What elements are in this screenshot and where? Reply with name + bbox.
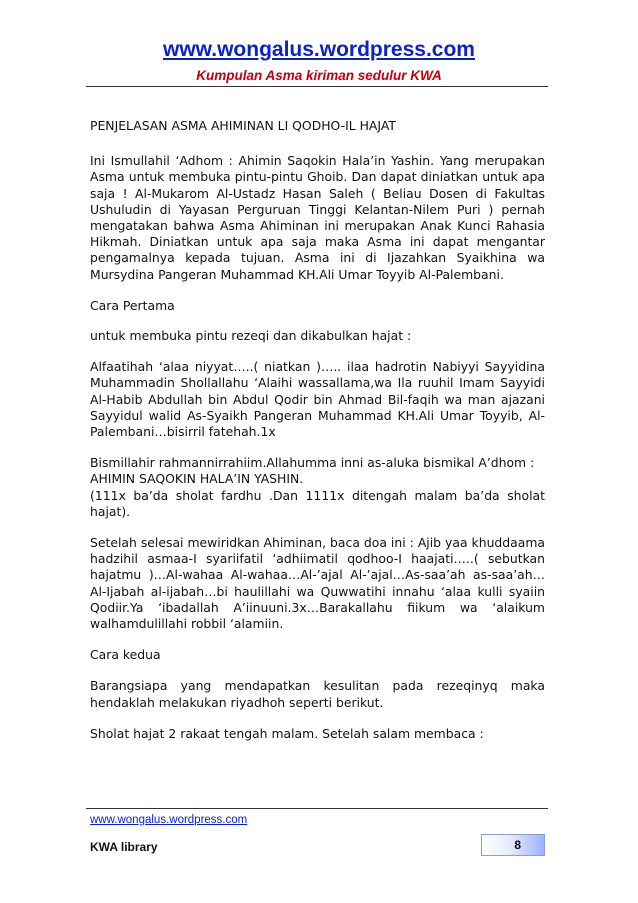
site-title-link[interactable]: www.wongalus.wordpress.com (163, 38, 475, 61)
header-subtitle: Kumpulan Asma kiriman sedulur KWA (196, 68, 442, 83)
page-number-box (481, 834, 545, 856)
asma-line: AHIMIN SAQOKIN HALA’IN YASHIN. (90, 471, 304, 487)
page-number: 8 (514, 838, 521, 852)
document-body (90, 118, 545, 757)
riyadhoh-paragraph: Barangsiapa yang mendapatkan kesulitan pada rezeqinyq maka hendaklah melakukan riyadhoh seperti berikut. (90, 678, 545, 710)
alfaatihah-paragraph: Alfaatihah ‘alaa niyyat…..( niatkan )….. ilaa hadrotin Nabiyyi Sayyidina Muhammadin Shollallahu ‘Alaihi wassallama,wa Ila ruuhil Imam Sayyidi Al-Habib Abdullah bin Abdul Qodir bin Ahmad Bil-faqih wa man ajazani Sayyidul walid As-Syaikh Pangeran Muhammad KH.Ali Umar Toyyib, Al-Palembani…bisirril fatehah.1x (90, 359, 545, 440)
footer-link[interactable]: www.wongalus.wordpress.com (90, 814, 248, 826)
bismillah-line: Bismillahir rahmannirrahiim.Allahumma inni as-aluka bismikal A’dhom : (90, 455, 535, 471)
count-line: (111x ba’da sholat fardhu .Dan 1111x ditengah malam ba’da sholat hajat). (90, 487, 545, 519)
document-title: PENJELASAN ASMA AHIMINAN LI QODHO-IL HAJAT (90, 118, 396, 133)
footer-divider (86, 808, 548, 809)
bismillah-block (90, 455, 545, 520)
section-heading-cara-kedua: Cara kedua (90, 647, 161, 663)
sholat-hajat-paragraph: Sholat hajat 2 rakaat tengah malam. Setelah salam membaca : (90, 725, 484, 741)
instruction-paragraph: untuk membuka pintu rezeqi dan dikabulkan hajat : (90, 328, 412, 344)
section-heading-cara-pertama: Cara Pertama (90, 297, 175, 313)
intro-paragraph: Ini Ismullahil ‘Adhom : Ahimin Saqokin Hala’in Yashin. Yang merupakan Asma untuk membuka pintu-pintu Ghoib. Dan dapat diniatkan untuk apa saja ! Al-Mukarom Al-Ustadz Hasan Saleh ( Beliau Dosen di Fakultas Ushuludin di Yayasan Perguruan Tinggi Kelantan-Nilem Puri ) pernah mengatakan bahwa Asma Ahiminan ini merupakan Anak Kunci Rahasia Hikmah. Diniatkan untuk apa saja maka Asma ini dapat mengantar pengamalnya kepada tujuan. Asma ini di Ijazahkan Syaikhina wa Mursydina Pangeran Muhammad KH.Ali Umar Toyyib Al-Palembani. (90, 153, 545, 282)
footer-library-label: KWA library (90, 840, 158, 854)
doa-paragraph: Setelah selesai mewiridkan Ahiminan, baca doa ini : Ajib yaa khuddaama hadzihil asmaa-I syariifatil ‘adhiimatil qodhoo-I haajati…..( sebutkan hajatmu )…Al-wahaa Al-wahaa…Al-’ajal Al-’ajal…As-saa’ah as-saa’ah…Al-Ijabah al-ijabah…bi haulillahi wa Quwwatihi innahu ‘alaa kulli syaiin Qodiir.Ya ‘ibadallah A’iinuuni.3x…Barakallahu fiikum wa ‘alaikum walhamdulillahi robbil ‘alamiin. (90, 535, 545, 632)
header-divider (86, 86, 548, 87)
